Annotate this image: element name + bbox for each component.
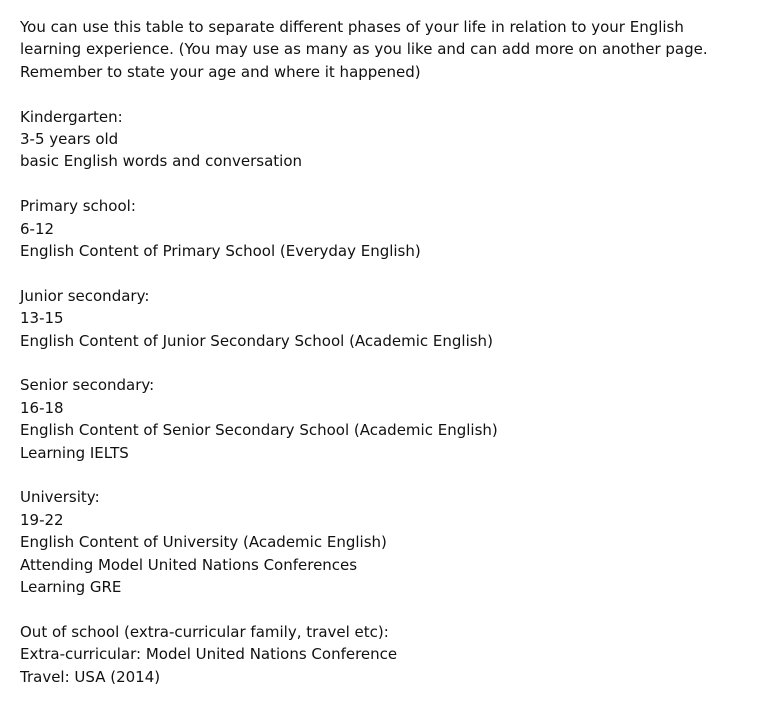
section-line: 6-12	[20, 219, 55, 238]
section-senior-secondary	[20, 374, 744, 464]
section-heading: Primary school:	[20, 197, 136, 216]
section-heading: University:	[20, 488, 100, 507]
section-line: 16-18	[20, 398, 64, 417]
section-line: English Content of Primary School (Everyday English)	[20, 242, 421, 261]
section-line: 3-5 years old	[20, 130, 119, 149]
section-line: Travel: USA (2014)	[20, 667, 161, 686]
section-heading: Out of school (extra-curricular family, travel etc):	[20, 622, 389, 641]
section-university	[20, 486, 744, 598]
section-line: 13-15	[20, 309, 64, 328]
section-line: Attending Model United Nations Conferences	[20, 555, 358, 574]
section-line: Learning GRE	[20, 578, 122, 597]
section-line: English Content of Senior Secondary School (Academic English)	[20, 421, 498, 440]
section-line: Extra-curricular: Model United Nations Conference	[20, 645, 398, 664]
section-line: basic English words and conversation	[20, 152, 303, 171]
section-line: 19-22	[20, 510, 64, 529]
section-kindergarten	[20, 106, 744, 173]
section-line: Learning IELTS	[20, 443, 129, 462]
intro-paragraph: You can use this table to separate different phases of your life in relation to your English learning experience. (You may use as many as you like and can add more on another page. Remember to state your age and where it happened)	[20, 18, 708, 81]
section-junior-secondary	[20, 285, 744, 352]
section-heading: Senior secondary:	[20, 376, 155, 395]
section-heading: Junior secondary:	[20, 286, 150, 305]
section-primary-school	[20, 195, 744, 262]
section-out-of-school	[20, 621, 744, 688]
section-line: English Content of Junior Secondary School (Academic English)	[20, 331, 493, 350]
section-line: English Content of University (Academic English)	[20, 533, 387, 552]
section-heading: Kindergarten:	[20, 107, 123, 126]
